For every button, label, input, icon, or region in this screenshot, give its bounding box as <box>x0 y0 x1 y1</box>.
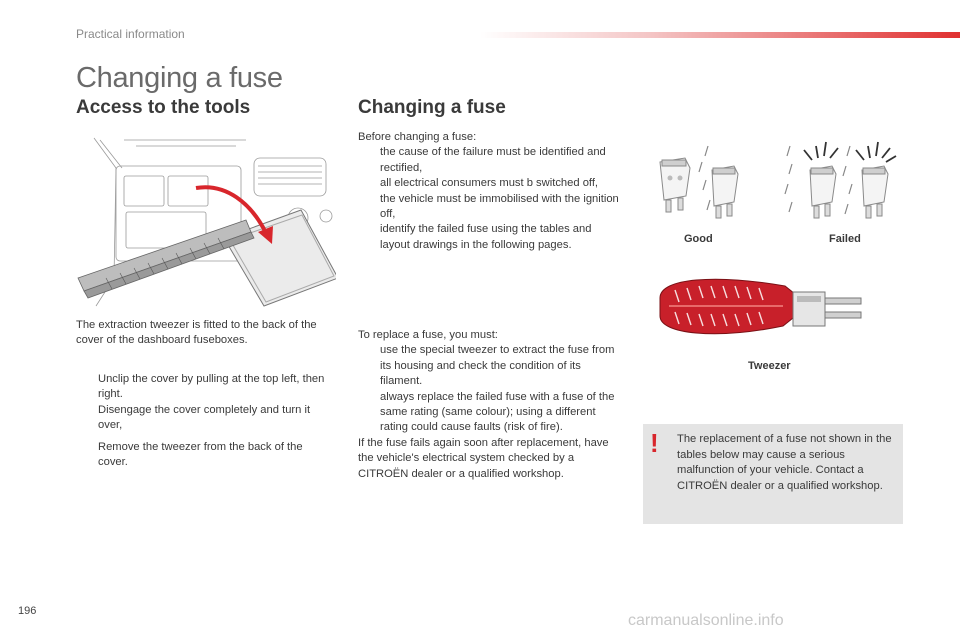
extraction-intro: The extraction tweezer is fitted to the back of the cover of the dashboard fuseboxes. <box>76 319 317 347</box>
tweezer-illustration <box>655 268 875 348</box>
access-steps-list <box>76 372 334 434</box>
list-item: Disengage the cover completely and turn it over, <box>98 403 311 432</box>
tweezer-label: Tweezer <box>748 360 791 372</box>
list-item: identify the failed fuse using the tables and layout drawings in the following pages. <box>380 223 592 251</box>
replace-block <box>358 328 620 482</box>
list-item: the vehicle must be immobilised with the ignition off, <box>380 192 619 221</box>
warning-text: The replacement of a fuse not shown in the tables below may cause a serious malfunction of your vehicle. Contact a CITROËN dealer or a qualified workshop. <box>677 433 892 492</box>
list-item: all electrical consumers must b switched off, <box>380 177 599 190</box>
watermark: carmanualsonline.info <box>628 612 784 629</box>
list-item: Unclip the cover by pulling at the top left, then right. <box>98 373 325 401</box>
before-changing-block <box>358 130 620 253</box>
fuse-comparison-illustration <box>650 140 900 230</box>
list-item: Remove the tweezer from the back of the cover. <box>98 441 303 469</box>
header-accent-bar <box>480 32 960 38</box>
section-header: Practical information <box>76 27 185 41</box>
access-tools-heading: Access to the tools <box>76 97 251 118</box>
tweezer-steps-list <box>76 440 334 471</box>
failed-label: Failed <box>829 233 861 245</box>
failed-fuse-icon <box>804 142 896 218</box>
dashboard-fusebox-illustration <box>76 128 336 308</box>
changing-fuse-heading: Changing a fuse <box>358 97 506 118</box>
good-fuse-icon <box>660 158 738 218</box>
replace-list <box>358 343 620 435</box>
page-title: Changing a fuse <box>76 62 283 94</box>
before-list <box>358 145 620 253</box>
list-item: use the special tweezer to extract the fuse from its housing and check the condition of its filament. <box>380 344 615 388</box>
list-item: the cause of the failure must be identified and rectified, <box>380 146 606 174</box>
warning-icon: ! <box>650 428 659 458</box>
before-intro: Before changing a fuse: <box>358 131 477 143</box>
replace-intro: To replace a fuse, you must: <box>358 329 498 341</box>
good-label: Good <box>684 233 713 245</box>
page-number: 196 <box>18 605 37 617</box>
list-item: always replace the failed fuse with a fuse of the same rating (same colour); using a different rating could cause faults (risk of fire). <box>380 390 615 434</box>
closing-text: If the fuse fails again soon after replacement, have the vehicle's electrical system checked by a CITROËN dealer or a qualified workshop. <box>358 436 609 480</box>
